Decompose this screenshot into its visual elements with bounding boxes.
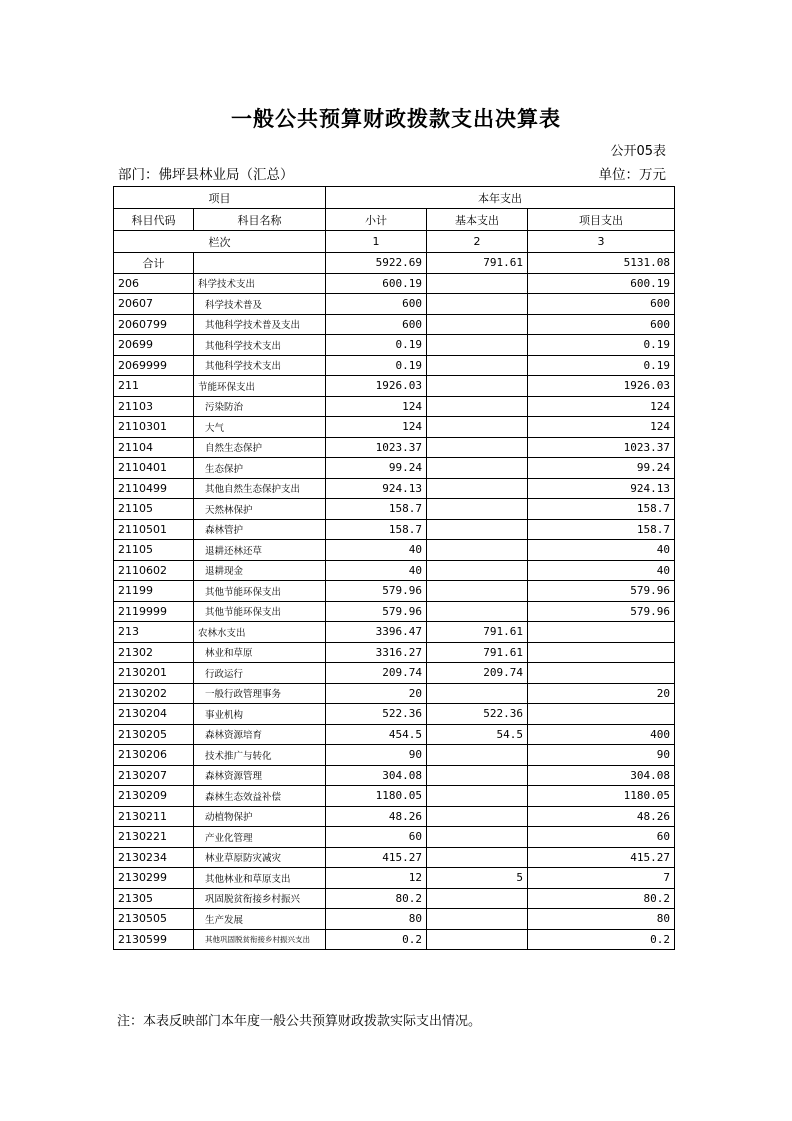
table-row (114, 499, 675, 520)
row-name: 生产发展 (194, 909, 326, 930)
row-code: 2130299 (114, 868, 194, 889)
row-project: 600.19 (528, 273, 675, 294)
row-subtotal: 415.27 (326, 847, 427, 868)
row-basic (427, 417, 528, 438)
row-code: 2110501 (114, 519, 194, 540)
row-project: 99.24 (528, 458, 675, 479)
row-subtotal: 3316.27 (326, 642, 427, 663)
row-basic (427, 929, 528, 950)
row-basic (427, 847, 528, 868)
row-subtotal: 304.08 (326, 765, 427, 786)
row-project (528, 642, 675, 663)
row-project: 600 (528, 294, 675, 315)
row-name: 森林管护 (194, 519, 326, 540)
row-subtotal: 600 (326, 294, 427, 315)
row-project: 600 (528, 314, 675, 335)
row-name: 天然林保护 (194, 499, 326, 520)
row-code: 2110499 (114, 478, 194, 499)
row-subtotal: 600.19 (326, 273, 427, 294)
row-subtotal: 40 (326, 540, 427, 561)
total-basic: 791.61 (427, 253, 528, 274)
row-project: 80 (528, 909, 675, 930)
row-code: 21302 (114, 642, 194, 663)
table-row (114, 355, 675, 376)
row-basic: 54.5 (427, 724, 528, 745)
row-project: 158.7 (528, 519, 675, 540)
table-row (114, 294, 675, 315)
row-project: 90 (528, 745, 675, 766)
row-basic (427, 294, 528, 315)
row-project: 415.27 (528, 847, 675, 868)
row-project: 1926.03 (528, 376, 675, 397)
row-code: 21104 (114, 437, 194, 458)
row-basic (427, 355, 528, 376)
row-name: 巩固脱贫衔接乡村振兴 (194, 888, 326, 909)
row-name: 其他自然生态保护支出 (194, 478, 326, 499)
row-name: 其他科学技术支出 (194, 355, 326, 376)
row-code: 2069999 (114, 355, 194, 376)
row-name: 退耕现金 (194, 560, 326, 581)
table-row (114, 540, 675, 561)
row-basic (427, 765, 528, 786)
row-basic: 522.36 (427, 704, 528, 725)
row-basic (427, 478, 528, 499)
row-subtotal: 60 (326, 827, 427, 848)
row-code: 2130211 (114, 806, 194, 827)
total-row (114, 253, 675, 274)
row-project: 579.96 (528, 581, 675, 602)
row-code: 2130202 (114, 683, 194, 704)
row-basic (427, 499, 528, 520)
row-code: 211 (114, 376, 194, 397)
table-row (114, 417, 675, 438)
header-row-1 (114, 187, 675, 209)
row-subtotal: 12 (326, 868, 427, 889)
row-name: 节能环保支出 (194, 376, 326, 397)
row-code: 21103 (114, 396, 194, 417)
row-name: 动植物保护 (194, 806, 326, 827)
row-name: 事业机构 (194, 704, 326, 725)
row-basic: 791.61 (427, 642, 528, 663)
row-name: 林业草原防灾减灾 (194, 847, 326, 868)
row-project: 0.19 (528, 335, 675, 356)
header-name: 科目名称 (194, 209, 326, 231)
row-name: 生态保护 (194, 458, 326, 479)
row-project: 1180.05 (528, 786, 675, 807)
footnote: 注：本表反映部门本年度一般公共预算财政拨款实际支出情况。 (117, 1014, 482, 1029)
row-subtotal: 1926.03 (326, 376, 427, 397)
row-project: 0.2 (528, 929, 675, 950)
row-subtotal: 579.96 (326, 581, 427, 602)
row-project: 924.13 (528, 478, 675, 499)
page-title: 一般公共预算财政拨款支出决算表 (231, 106, 561, 131)
row-subtotal: 90 (326, 745, 427, 766)
row-code: 2130204 (114, 704, 194, 725)
row-basic (427, 540, 528, 561)
header-subtotal: 小计 (326, 209, 427, 231)
row-subtotal: 124 (326, 396, 427, 417)
row-code: 21105 (114, 540, 194, 561)
header-col-order: 栏次 (114, 231, 326, 253)
row-basic (427, 273, 528, 294)
row-project (528, 663, 675, 684)
row-subtotal: 124 (326, 417, 427, 438)
row-code: 2130505 (114, 909, 194, 930)
table-row (114, 458, 675, 479)
header-basic: 基本支出 (427, 209, 528, 231)
row-name: 林业和草原 (194, 642, 326, 663)
table-row (114, 786, 675, 807)
row-name: 产业化管理 (194, 827, 326, 848)
table-row (114, 745, 675, 766)
row-basic (427, 437, 528, 458)
row-basic (427, 519, 528, 540)
row-name: 其他林业和草原支出 (194, 868, 326, 889)
table-row (114, 663, 675, 684)
row-project: 20 (528, 683, 675, 704)
row-project: 60 (528, 827, 675, 848)
header-col-1: 1 (326, 231, 427, 253)
row-name: 其他科学技术普及支出 (194, 314, 326, 335)
row-basic (427, 376, 528, 397)
row-basic (427, 683, 528, 704)
row-name: 科学技术支出 (194, 273, 326, 294)
table-row (114, 909, 675, 930)
row-subtotal: 924.13 (326, 478, 427, 499)
row-name: 污染防治 (194, 396, 326, 417)
row-code: 2110401 (114, 458, 194, 479)
row-name: 自然生态保护 (194, 437, 326, 458)
row-code: 2130201 (114, 663, 194, 684)
row-code: 21199 (114, 581, 194, 602)
row-name: 科学技术普及 (194, 294, 326, 315)
row-subtotal: 80.2 (326, 888, 427, 909)
table-row (114, 847, 675, 868)
table-row (114, 888, 675, 909)
row-basic (427, 314, 528, 335)
row-code: 2130234 (114, 847, 194, 868)
row-name: 退耕还林还草 (194, 540, 326, 561)
row-name: 森林资源管理 (194, 765, 326, 786)
row-subtotal: 454.5 (326, 724, 427, 745)
row-project: 80.2 (528, 888, 675, 909)
table-row (114, 560, 675, 581)
row-basic (427, 335, 528, 356)
row-subtotal: 1180.05 (326, 786, 427, 807)
row-subtotal: 99.24 (326, 458, 427, 479)
table-row (114, 581, 675, 602)
header-code: 科目代码 (114, 209, 194, 231)
header-row-3 (114, 231, 675, 253)
total-name-cell (194, 253, 326, 274)
row-name: 其他节能环保支出 (194, 581, 326, 602)
row-basic (427, 581, 528, 602)
row-basic (427, 909, 528, 930)
row-project: 7 (528, 868, 675, 889)
row-subtotal: 579.96 (326, 601, 427, 622)
row-code: 20699 (114, 335, 194, 356)
table-row (114, 335, 675, 356)
row-name: 其他巩固脱贫衔接乡村振兴支出 (194, 929, 326, 950)
header-row-2 (114, 209, 675, 231)
table-row (114, 519, 675, 540)
table-row (114, 724, 675, 745)
row-code: 2130221 (114, 827, 194, 848)
table-row (114, 827, 675, 848)
row-project (528, 622, 675, 643)
row-code: 21305 (114, 888, 194, 909)
row-basic (427, 560, 528, 581)
row-name: 一般行政管理事务 (194, 683, 326, 704)
header-item: 项目 (114, 187, 326, 209)
row-code: 20607 (114, 294, 194, 315)
row-project: 40 (528, 540, 675, 561)
row-project: 158.7 (528, 499, 675, 520)
header-project: 项目支出 (528, 209, 675, 231)
row-name: 农林水支出 (194, 622, 326, 643)
row-basic (427, 786, 528, 807)
row-basic (427, 888, 528, 909)
row-code: 2110602 (114, 560, 194, 581)
row-code: 2119999 (114, 601, 194, 622)
row-basic (427, 806, 528, 827)
department-label: 部门：佛坪县林业局（汇总） (118, 167, 294, 183)
row-code: 2130205 (114, 724, 194, 745)
row-subtotal: 158.7 (326, 499, 427, 520)
header-col-3: 3 (528, 231, 675, 253)
table-row (114, 704, 675, 725)
table-row (114, 601, 675, 622)
row-subtotal: 158.7 (326, 519, 427, 540)
row-name: 大气 (194, 417, 326, 438)
row-project: 48.26 (528, 806, 675, 827)
row-name: 其他科学技术支出 (194, 335, 326, 356)
row-subtotal: 3396.47 (326, 622, 427, 643)
row-project: 400 (528, 724, 675, 745)
row-project: 0.19 (528, 355, 675, 376)
row-subtotal: 1023.37 (326, 437, 427, 458)
total-subtotal: 5922.69 (326, 253, 427, 274)
row-project: 304.08 (528, 765, 675, 786)
table-row (114, 868, 675, 889)
total-label: 合计 (114, 253, 194, 274)
header-year-expense: 本年支出 (326, 187, 675, 209)
unit-label: 单位：万元 (598, 167, 666, 183)
row-code: 213 (114, 622, 194, 643)
row-basic (427, 396, 528, 417)
table-row (114, 683, 675, 704)
row-project: 1023.37 (528, 437, 675, 458)
row-subtotal: 40 (326, 560, 427, 581)
row-subtotal: 80 (326, 909, 427, 930)
row-basic: 791.61 (427, 622, 528, 643)
row-code: 2130207 (114, 765, 194, 786)
row-subtotal: 600 (326, 314, 427, 335)
header-col-2: 2 (427, 231, 528, 253)
row-code: 21105 (114, 499, 194, 520)
row-subtotal: 0.2 (326, 929, 427, 950)
table-row (114, 765, 675, 786)
row-project: 124 (528, 417, 675, 438)
row-code: 2130209 (114, 786, 194, 807)
row-code: 2110301 (114, 417, 194, 438)
row-basic (427, 601, 528, 622)
row-code: 206 (114, 273, 194, 294)
row-project: 579.96 (528, 601, 675, 622)
row-project (528, 704, 675, 725)
table-row (114, 437, 675, 458)
table-row (114, 376, 675, 397)
row-name: 森林资源培育 (194, 724, 326, 745)
row-code: 2130599 (114, 929, 194, 950)
table-row (114, 478, 675, 499)
row-name: 技术推广与转化 (194, 745, 326, 766)
row-name: 其他节能环保支出 (194, 601, 326, 622)
table-row (114, 396, 675, 417)
row-name: 行政运行 (194, 663, 326, 684)
row-code: 2060799 (114, 314, 194, 335)
row-project: 40 (528, 560, 675, 581)
row-subtotal: 0.19 (326, 355, 427, 376)
row-basic: 5 (427, 868, 528, 889)
row-code: 2130206 (114, 745, 194, 766)
table-row (114, 273, 675, 294)
row-subtotal: 209.74 (326, 663, 427, 684)
row-basic (427, 458, 528, 479)
table-row (114, 314, 675, 335)
row-project: 124 (528, 396, 675, 417)
table-number: 公开05表 (610, 144, 666, 159)
table-row (114, 622, 675, 643)
row-name: 森林生态效益补偿 (194, 786, 326, 807)
expenditure-table (113, 186, 675, 950)
table-row (114, 929, 675, 950)
table-row (114, 642, 675, 663)
row-basic: 209.74 (427, 663, 528, 684)
row-subtotal: 20 (326, 683, 427, 704)
row-subtotal: 522.36 (326, 704, 427, 725)
row-subtotal: 48.26 (326, 806, 427, 827)
table-row (114, 806, 675, 827)
row-subtotal: 0.19 (326, 335, 427, 356)
row-basic (427, 827, 528, 848)
row-basic (427, 745, 528, 766)
total-project: 5131.08 (528, 253, 675, 274)
